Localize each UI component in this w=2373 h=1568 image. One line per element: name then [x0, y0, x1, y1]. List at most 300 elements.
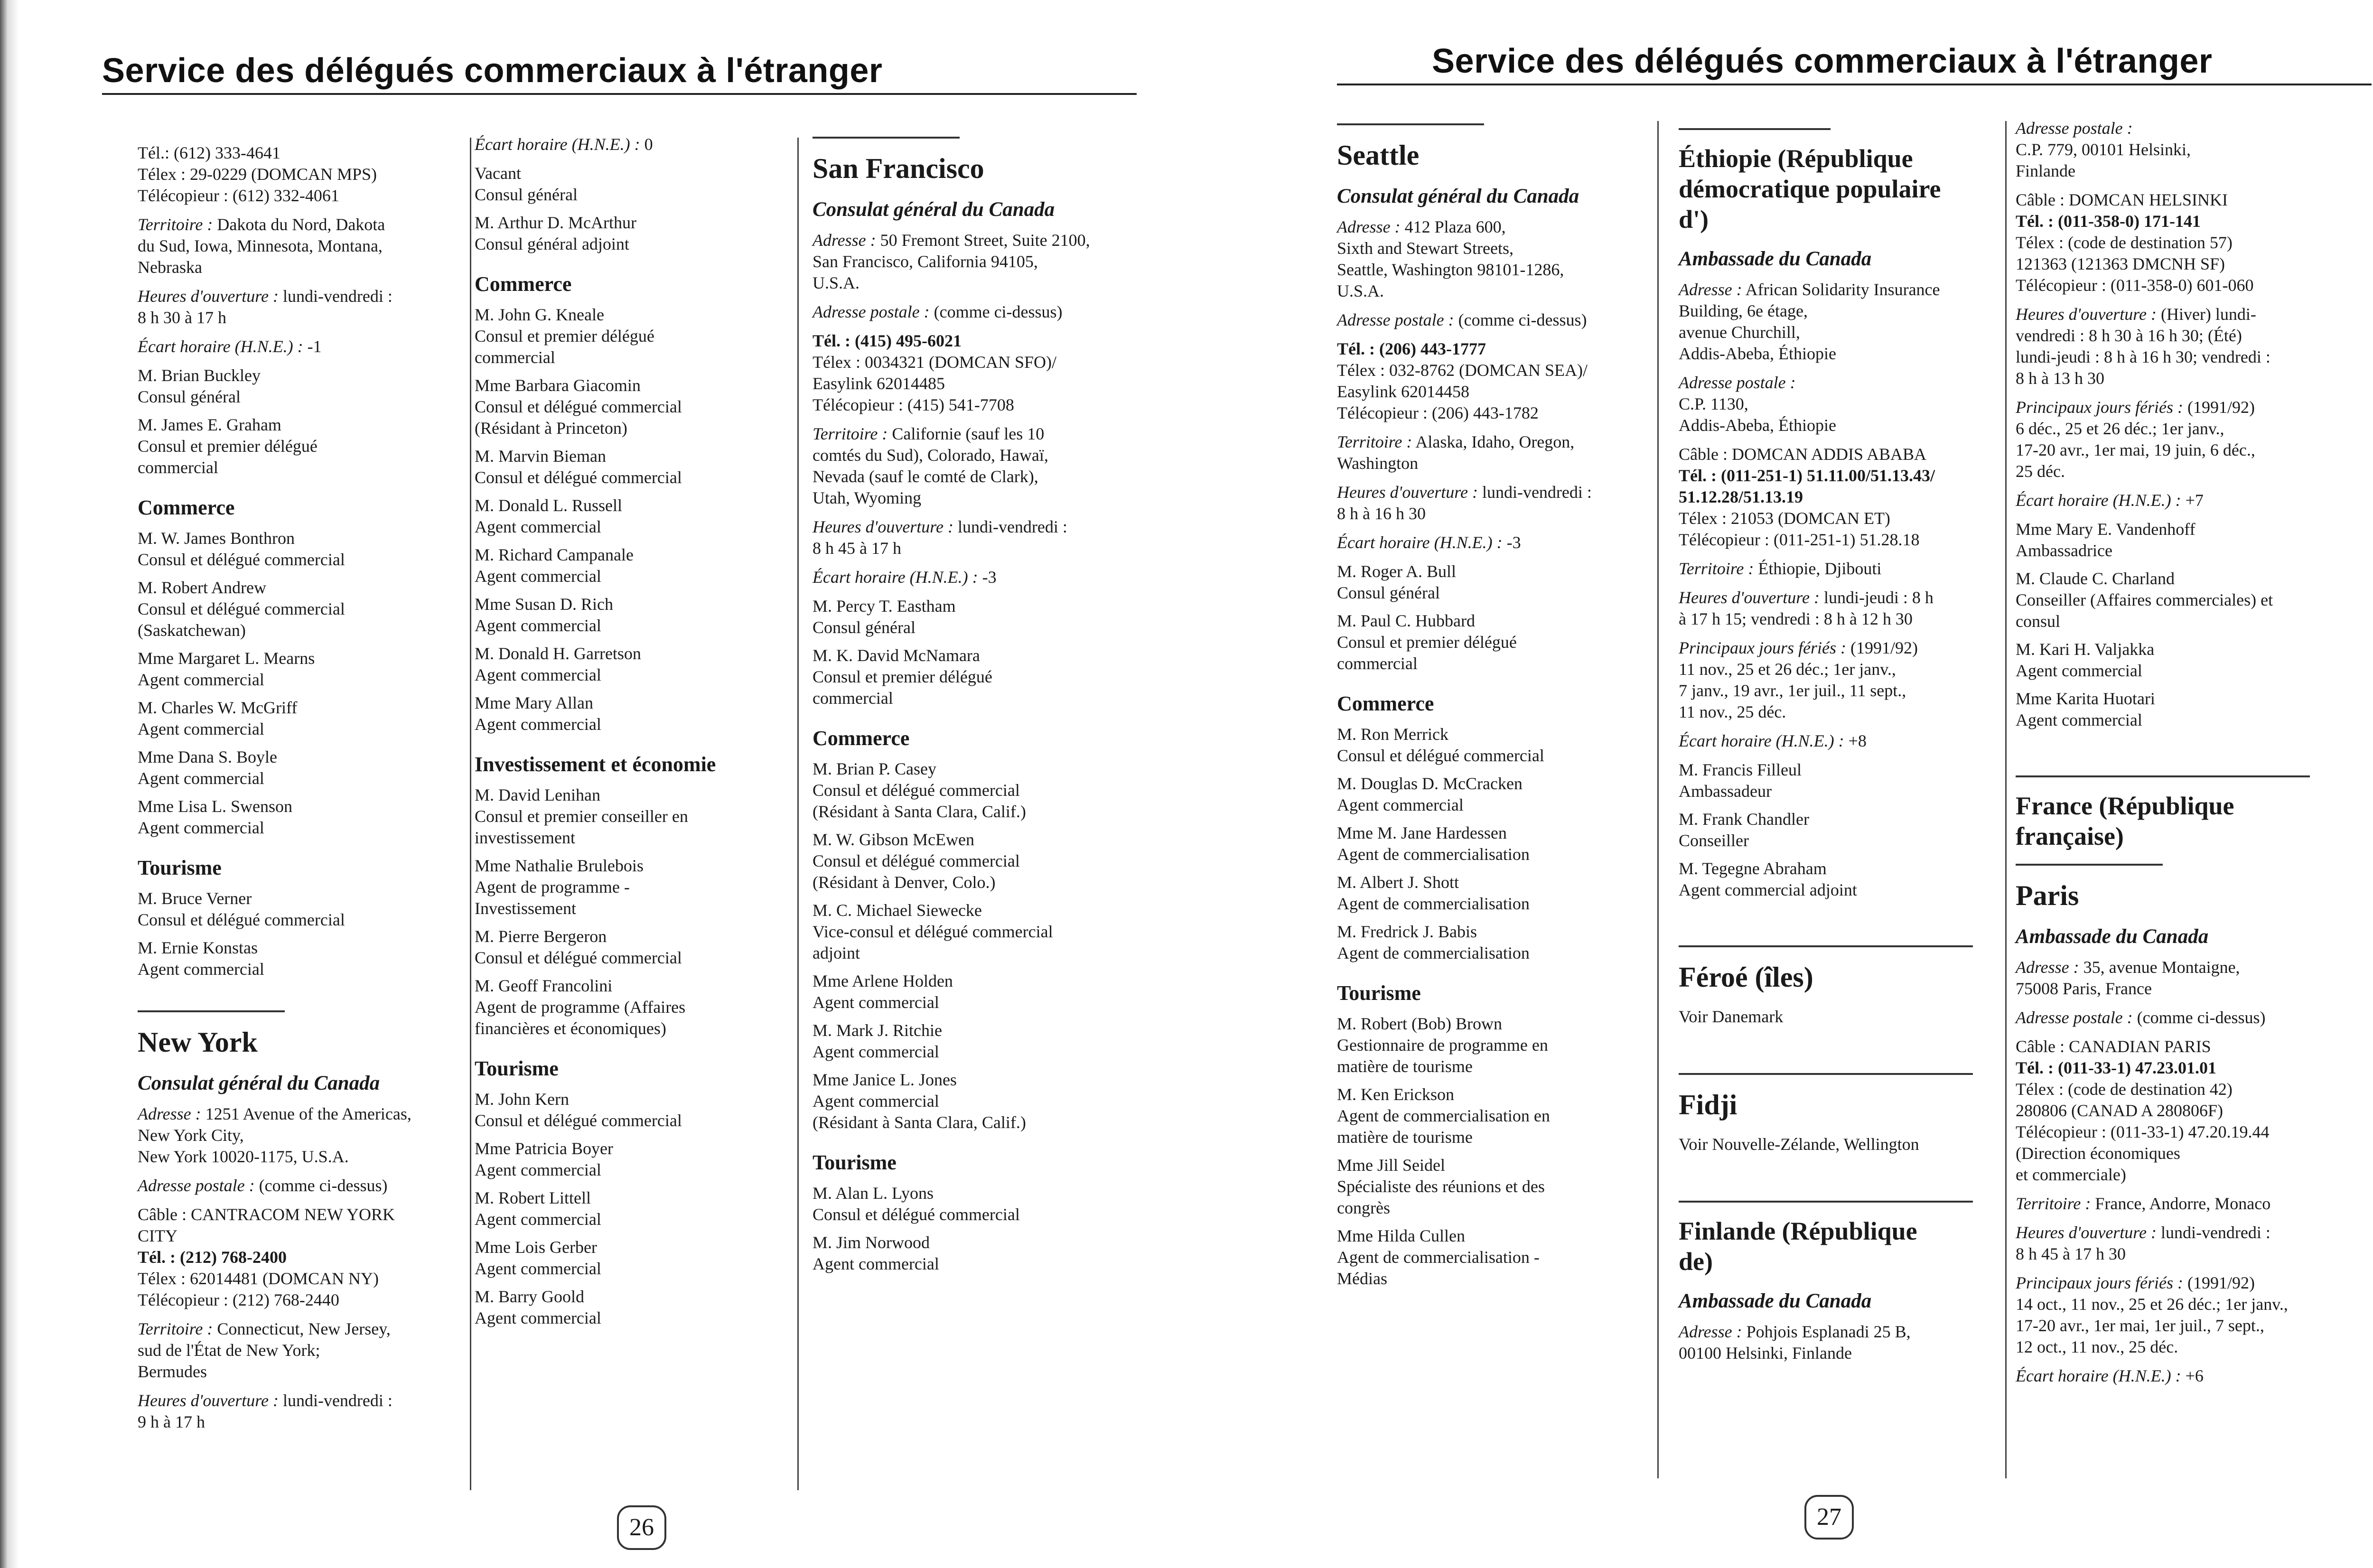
adresse-value: Pohjois Esplanadi 25 B,	[1746, 1322, 1911, 1341]
person-title: Consul et premier délégué	[475, 327, 654, 345]
contact-block	[1337, 338, 1645, 424]
person-title: (Saskatchewan)	[138, 621, 246, 640]
person-name: M. Roger A. Bull	[1337, 562, 1457, 581]
ecart-horaire-label: Écart horaire (H.N.E.) :	[2016, 491, 2181, 510]
person-title: Consul et délégué commercial	[138, 910, 345, 929]
person-title: Gestionnaire de programme en	[1337, 1036, 1548, 1055]
staff-entry	[475, 926, 788, 969]
person-name: Mme Mary E. Vandenhoff	[2016, 520, 2195, 539]
contact-line: Télécopieur : (415) 541-7708	[813, 395, 1014, 414]
staff-entry	[1337, 921, 1645, 964]
person-title: Agent commercial	[138, 769, 264, 788]
territoire-value: Californie (sauf les 10	[892, 424, 1045, 443]
person-title: Consul et délégué commercial	[475, 468, 682, 487]
ecart-horaire-label: Écart horaire (H.N.E.) :	[1337, 533, 1503, 552]
jours-feries-value: 6 déc., 25 et 26 déc.; 1er janv.,	[2016, 419, 2224, 438]
contact-block	[1679, 444, 1982, 551]
staff-entry	[813, 1232, 1154, 1275]
person-title: Agent commercial	[813, 993, 939, 1012]
person-name: Mme Margaret L. Mearns	[138, 649, 315, 668]
person-title: Agent commercial	[813, 1042, 939, 1061]
person-name: M. Ken Erickson	[1337, 1085, 1454, 1104]
staff-entry	[1679, 858, 1982, 901]
contact-line: 280806 (CANAD A 280806F)	[2016, 1101, 2224, 1120]
territoire-line	[1337, 431, 1645, 453]
adresse-line	[138, 1103, 465, 1125]
staff-entry	[813, 971, 1154, 1013]
contact-line: Télécopieur : (011-251-1) 51.28.18	[1679, 530, 1920, 549]
staff-entry	[813, 1020, 1154, 1063]
person-title: Agent commercial	[475, 665, 601, 684]
adresse-postale	[813, 301, 1154, 323]
contact-block	[813, 330, 1154, 416]
staff-entry	[138, 648, 465, 691]
section-rule	[1679, 128, 1831, 130]
adresse-postale-label: Adresse postale :	[2016, 119, 2133, 138]
territoire	[138, 1318, 465, 1382]
person-name: M. Robert Andrew	[138, 578, 266, 597]
right-title-rule	[1337, 84, 2372, 85]
person-name: M. W. James Bonthron	[138, 529, 295, 548]
person-name: Mme Susan D. Rich	[475, 595, 613, 614]
ecart-horaire	[138, 336, 465, 357]
heures-value: 8 h 45 à 17 h	[813, 539, 901, 558]
section-heading-tourisme: Tourisme	[1337, 981, 1421, 1005]
person-title: Agent commercial	[475, 1308, 601, 1327]
adresse-value: New York City,	[138, 1126, 244, 1145]
adresse-postale-value: (comme ci-dessus)	[934, 302, 1063, 321]
adresse-postale	[2016, 118, 2329, 182]
country-heading-fidji: Fidji	[1679, 1089, 1738, 1120]
territoire-value: Bermudes	[138, 1362, 207, 1381]
heures-line	[2016, 1222, 2329, 1243]
country-heading-ethiopie	[1679, 143, 1982, 234]
adresse-value: Seattle, Washington 98101-1286,	[1337, 260, 1564, 279]
heures	[2016, 1222, 2329, 1265]
territoire-line	[1679, 558, 1982, 579]
adresse-value: U.S.A.	[813, 273, 860, 292]
person-title: Consul général adjoint	[475, 234, 629, 253]
person-title: Spécialiste des réunions et des	[1337, 1177, 1545, 1196]
territoire-value: sud de l'État de New York;	[138, 1341, 320, 1360]
telex-line: Télex : 29-0229 (DOMCAN MPS)	[138, 165, 377, 184]
person-name: M. Claude C. Charland	[2016, 569, 2175, 588]
person-title: congrès	[1337, 1198, 1390, 1217]
adresse-postale-label: Adresse postale :	[1337, 310, 1454, 329]
person-title: consul	[2016, 612, 2060, 631]
person-title: Consul général	[813, 618, 916, 637]
staff-entry	[813, 900, 1154, 964]
adresse-postale-line	[813, 301, 1154, 323]
adresse-line	[813, 230, 1154, 251]
person-name: M. Arthur D. McArthur	[475, 213, 636, 232]
ecart-horaire-value: +6	[2185, 1366, 2204, 1385]
person-name: M. Mark J. Ritchie	[813, 1021, 942, 1040]
adresse-postale-value: (comme ci-dessus)	[259, 1176, 388, 1195]
staff-entry	[813, 829, 1154, 893]
fax-line: Télécopieur : (212) 768-2440	[138, 1290, 339, 1309]
ecart-horaire-value: -3	[982, 568, 997, 587]
telex-line: Télex : 62014481 (DOMCAN NY)	[138, 1269, 379, 1288]
cable-line: CITY	[138, 1226, 178, 1245]
section-heading-commerce: Commerce	[475, 272, 572, 296]
adresse-value: 50 Fremont Street, Suite 2100,	[880, 231, 1090, 250]
adresse-postale-value: Addis-Abeba, Éthiopie	[1679, 416, 1836, 435]
person-name: M. John Kern	[475, 1090, 569, 1109]
staff-entry	[813, 645, 1154, 709]
column-6	[2016, 118, 2329, 1394]
territoire-value: Nebraska	[138, 258, 202, 277]
person-name: Mme Jill Seidel	[1337, 1156, 1445, 1175]
person-title: Agent commercial	[813, 1092, 939, 1111]
section-heading-commerce: Commerce	[1337, 692, 1434, 715]
adresse-postale	[1679, 372, 1982, 436]
city-heading-new-york: New York	[138, 1027, 258, 1058]
country-heading-line: France (République	[2016, 792, 2234, 820]
adresse-postale-line	[2016, 1007, 2329, 1028]
person-name: M. Francis Filleul	[1679, 760, 1802, 779]
contact-line: Télex : (code de destination 42)	[2016, 1080, 2233, 1099]
heures	[2016, 304, 2329, 389]
territoire	[813, 423, 1154, 509]
adresse-value: African Solidarity Insurance	[1745, 280, 1940, 299]
jours-feries-label: Principaux jours fériés :	[1679, 638, 1846, 657]
territoire-value: Connecticut, New Jersey,	[217, 1319, 391, 1338]
person-title: (Résidant à Denver, Colo.)	[813, 873, 996, 892]
left-title-rule	[102, 93, 1137, 95]
staff-entry	[475, 1237, 788, 1279]
staff-entry	[475, 594, 788, 636]
staff-entry	[475, 692, 788, 735]
person-name: M. Percy T. Eastham	[813, 597, 956, 616]
person-name: M. Robert Littell	[475, 1188, 591, 1207]
phone-line: Tél.: (612) 333-4641	[138, 143, 280, 162]
adresse	[1337, 216, 1645, 302]
territoire-line	[138, 214, 465, 235]
person-title: commercial	[1337, 654, 1418, 673]
person-name: M. Ron Merrick	[1337, 725, 1448, 744]
section-heading-tourisme: Tourisme	[475, 1057, 559, 1080]
territoire-value: Éthiopie, Djibouti	[1758, 559, 1882, 578]
staff-entry	[138, 528, 465, 570]
person-title: Médias	[1337, 1269, 1387, 1288]
heures-value: (Hiver) lundi-	[2160, 305, 2256, 324]
person-name: Mme Lisa L. Swenson	[138, 797, 292, 816]
section-heading-commerce: Commerce	[138, 496, 235, 519]
person-name: M. John G. Kneale	[475, 305, 604, 324]
person-title: Consul et premier délégué	[1337, 633, 1517, 652]
person-title: Agent de programme (Affaires	[475, 998, 686, 1017]
right-page-title: Service des délégués commerciaux à l'étranger	[1432, 42, 2213, 80]
ecart-horaire-value: +8	[1848, 731, 1867, 750]
territoire-line	[2016, 1193, 2329, 1214]
adresse-line	[1679, 279, 1982, 300]
contact-line: Télécopieur : (206) 443-1782	[1337, 403, 1539, 422]
person-title: Consul et délégué commercial	[475, 948, 682, 967]
person-title: (Résidant à Santa Clara, Calif.)	[813, 1113, 1026, 1132]
adresse-value: 35, avenue Montaigne,	[2083, 958, 2240, 977]
staff-entry	[813, 1069, 1154, 1133]
person-title: Agent de commercialisation	[1337, 943, 1530, 962]
territoire-line	[138, 1318, 465, 1340]
jours-feries-label: Principaux jours fériés :	[2016, 1273, 2183, 1292]
heures-line	[2016, 304, 2329, 325]
cable-line: Câble : DOMCAN HELSINKI	[2016, 190, 2228, 209]
consulat-heading: Consulat général du Canada	[138, 1072, 380, 1094]
person-title: Agent commercial adjoint	[1679, 880, 1857, 899]
adresse	[813, 230, 1154, 294]
staff-entry	[138, 697, 465, 740]
person-title: Agent commercial	[813, 1254, 939, 1273]
left-page-title: Service des délégués commerciaux à l'étranger	[102, 52, 883, 90]
heures-value: 8 h à 16 h 30	[1337, 504, 1426, 523]
country-heading-feroe: Féroé (îles)	[1679, 961, 1813, 993]
adresse-postale-line	[1337, 309, 1645, 331]
person-title: Agent commercial	[475, 1210, 601, 1229]
person-title: Agent commercial	[475, 567, 601, 586]
consulat-heading: Consulat général du Canada	[1337, 185, 1579, 207]
heures-value: lundi-vendredi :	[2160, 1223, 2270, 1242]
person-name: M. Marvin Bieman	[475, 447, 606, 466]
heures-label: Heures d'ouverture :	[2016, 305, 2157, 324]
heures-line	[813, 516, 1154, 538]
jours-feries-value: 17-20 avr., 1er mai, 19 juin, 6 déc.,	[2016, 440, 2255, 459]
phone-line: 51.12.28/51.13.19	[1679, 487, 1803, 506]
staff-entry	[1679, 759, 1982, 802]
right-page	[1214, 0, 2373, 1568]
adresse-line	[1337, 216, 1645, 238]
ambassade-heading: Ambassade du Canada	[1679, 248, 1872, 270]
page-number-right: 27	[1804, 1495, 1854, 1540]
staff-entry	[475, 1187, 788, 1230]
person-title: Agent commercial	[2016, 661, 2142, 680]
column-divider	[470, 138, 471, 1490]
column-1	[138, 142, 465, 1440]
territoire-value: Utah, Wyoming	[813, 488, 922, 507]
person-name: Mme Lois Gerber	[475, 1238, 597, 1257]
staff-entry	[475, 495, 788, 538]
adresse-postale	[1337, 309, 1645, 331]
staff-entry	[1337, 561, 1645, 604]
cable-line: Câble : DOMCAN ADDIS ABABA	[1679, 445, 1927, 464]
ambassade-heading: Ambassade du Canada	[1679, 1290, 1872, 1312]
staff-entry	[475, 643, 788, 686]
person-title: matière de tourisme	[1337, 1057, 1473, 1076]
person-title: Consul et délégué commercial	[813, 781, 1020, 800]
phone-line: Tél. : (011-33-1) 47.23.01.01	[2016, 1058, 2216, 1077]
staff-entry	[2016, 519, 2329, 561]
person-title: matière de tourisme	[1337, 1128, 1473, 1147]
staff-entry	[2016, 639, 2329, 681]
see-also-text: Voir Danemark	[1679, 1007, 1784, 1026]
person-title: Consul général	[138, 387, 241, 406]
adresse-postale-line	[138, 1175, 465, 1196]
person-name: Mme Karita Huotari	[2016, 689, 2155, 708]
heures-value: lundi-vendredi :	[957, 517, 1067, 536]
contact-block	[138, 1204, 465, 1311]
person-title: Consul et délégué commercial	[138, 550, 345, 569]
cable-line: Câble : CANTRACOM NEW YORK	[138, 1205, 395, 1224]
column-5	[1679, 123, 1982, 1372]
adresse-value: San Francisco, California 94105,	[813, 252, 1038, 271]
contact-line: 121363 (121363 DMCNH SF)	[2016, 254, 2225, 273]
section-rule	[1337, 123, 1484, 125]
adresse-value: Building, 6e étage,	[1679, 301, 1808, 320]
adresse-value: 1251 Avenue of the Americas,	[205, 1104, 411, 1123]
staff-entry	[138, 365, 465, 408]
phone-line: Tél. : (212) 768-2400	[138, 1248, 287, 1267]
jours-feries-line	[2016, 1272, 2329, 1294]
page-number-left: 26	[617, 1505, 666, 1550]
adresse-postale-value: (comme ci-dessus)	[1458, 310, 1587, 329]
staff-entry	[1337, 724, 1645, 766]
jours-feries-label: Principaux jours fériés :	[2016, 398, 2183, 417]
staff-entry	[475, 212, 788, 255]
territoire-label: Territoire :	[813, 424, 888, 443]
person-name: Mme M. Jane Hardessen	[1337, 823, 1507, 842]
jours-feries	[2016, 397, 2329, 482]
adresse-value: Addis-Abeba, Éthiopie	[1679, 344, 1836, 363]
heures-line	[138, 286, 465, 307]
adresse-postale-value: C.P. 1130,	[1679, 394, 1748, 413]
person-name: M. James E. Graham	[138, 415, 281, 434]
person-name: M. Charles W. McGriff	[138, 698, 298, 717]
heures-label: Heures d'ouverture :	[2016, 1223, 2157, 1242]
person-title: Consul et délégué commercial	[1337, 746, 1544, 765]
country-heading-line: Éthiopie (République	[1679, 144, 1913, 173]
territoire-label: Territoire :	[138, 215, 213, 234]
adresse-label: Adresse :	[1337, 217, 1401, 236]
person-title: Investissement	[475, 899, 576, 918]
person-title: Conseiller	[1679, 831, 1749, 850]
adresse-value: New York 10020-1175, U.S.A.	[138, 1147, 349, 1166]
adresse	[1679, 279, 1982, 364]
country-heading-line: française)	[2016, 822, 2124, 850]
section-heading-tourisme: Tourisme	[813, 1151, 897, 1174]
jours-feries	[2016, 1272, 2329, 1358]
person-name: M. Brian P. Casey	[813, 759, 936, 778]
section-heading-commerce: Commerce	[813, 727, 910, 750]
contact-line: (Direction économiques	[2016, 1144, 2180, 1163]
adresse-line	[1679, 1321, 1982, 1343]
contact-line: Télécopieur : (011-33-1) 47.20.19.44	[2016, 1122, 2270, 1141]
adresse-value: avenue Churchill,	[1679, 323, 1800, 342]
person-name: M. Donald H. Garretson	[475, 644, 641, 663]
staff-entry	[138, 796, 465, 839]
ambassade-heading: Ambassade du Canada	[2016, 925, 2209, 948]
person-name: Mme Nathalie Brulebois	[475, 856, 644, 875]
country-heading-line: démocratique populaire	[1679, 175, 1941, 203]
section-heading-investissement: Investissement et économie	[475, 753, 716, 776]
adresse-label: Adresse :	[1679, 1322, 1742, 1341]
heures-value: vendredi : 8 h 30 à 16 h 30; (Été)	[2016, 326, 2242, 345]
person-name: Mme Dana S. Boyle	[138, 747, 277, 766]
ecart-horaire-line	[2016, 1365, 2329, 1387]
staff-entry	[475, 446, 788, 488]
person-title: Agent commercial	[138, 719, 264, 738]
adresse-label: Adresse :	[138, 1104, 201, 1123]
heures-label: Heures d'ouverture :	[138, 287, 279, 306]
person-name: M. Donald L. Russell	[475, 496, 622, 515]
person-title: Agent de commercialisation	[1337, 894, 1530, 913]
staff-entry	[1337, 1225, 1645, 1289]
heures-value: 8 h à 13 h 30	[2016, 369, 2104, 388]
ecart-horaire-value: -3	[1506, 533, 1521, 552]
phone-line: Tél. : (206) 443-1777	[1337, 339, 1486, 358]
contact-block	[2016, 189, 2329, 296]
staff-entry	[813, 758, 1154, 822]
ecart-horaire-line	[138, 336, 465, 357]
territoire-label: Territoire :	[1337, 432, 1412, 451]
person-title: adjoint	[813, 943, 860, 962]
ecart-horaire-label: Écart horaire (H.N.E.) :	[2016, 1366, 2181, 1385]
staff-entry	[138, 888, 465, 931]
person-title: Agent commercial	[475, 517, 601, 536]
person-title: Agent commercial	[138, 670, 264, 689]
territoire	[1337, 431, 1645, 474]
territoire-value: Dakota du Nord, Dakota	[217, 215, 385, 234]
ecart-horaire	[2016, 490, 2329, 511]
book-spine-shadow	[0, 0, 19, 1568]
jours-feries-value: (1991/92)	[1850, 638, 1918, 657]
heures	[138, 286, 465, 328]
ecart-horaire-label: Écart horaire (H.N.E.) :	[475, 135, 640, 154]
adresse-value: Sixth and Stewart Streets,	[1337, 239, 1513, 258]
jours-feries-value: 25 déc.	[2016, 462, 2065, 481]
jours-feries-value: 17-20 avr., 1er mai, 1er juil., 7 sept.,	[2016, 1316, 2264, 1335]
adresse-value: U.S.A.	[1337, 281, 1384, 300]
territoire-label: Territoire :	[2016, 1194, 2091, 1213]
adresse-postale	[2016, 1007, 2329, 1028]
heures-line	[138, 1390, 465, 1411]
adresse-postale-label: Adresse postale :	[813, 302, 930, 321]
city-heading-san-francisco: San Francisco	[813, 153, 984, 184]
person-name: M. Tegegne Abraham	[1679, 859, 1827, 878]
person-name: M. Alan L. Lyons	[813, 1184, 934, 1203]
person-name: M. Douglas D. McCracken	[1337, 774, 1523, 793]
adresse-postale-value: (comme ci-dessus)	[2137, 1008, 2266, 1027]
person-title: Agent commercial	[138, 960, 264, 979]
ecart-horaire	[475, 134, 788, 155]
person-title: commercial	[813, 689, 893, 708]
staff-entry	[138, 577, 465, 641]
territoire-value: France, Andorre, Monaco	[2095, 1194, 2271, 1213]
jours-feries-line	[1679, 637, 1982, 659]
contact-block	[2016, 1036, 2329, 1185]
ecart-horaire-label: Écart horaire (H.N.E.) :	[813, 568, 978, 587]
person-title: Ambassadeur	[1679, 782, 1772, 801]
person-name: Mme Janice L. Jones	[813, 1070, 957, 1089]
section-rule	[1679, 1201, 1973, 1203]
person-name: M. Barry Goold	[475, 1287, 584, 1306]
staff-entry	[138, 414, 465, 478]
contact-line: Télex : 21053 (DOMCAN ET)	[1679, 509, 1890, 528]
section-heading-tourisme: Tourisme	[138, 856, 222, 879]
jours-feries-value: 14 oct., 11 nov., 25 et 26 déc.; 1er janv.,	[2016, 1295, 2288, 1314]
person-name: Mme Mary Allan	[475, 693, 593, 712]
column-2	[475, 134, 788, 1335]
person-title: Agent commercial	[475, 1259, 601, 1278]
person-name: Mme Barbara Giacomin	[475, 376, 641, 395]
person-name: M. Frank Chandler	[1679, 810, 1809, 829]
section-rule	[813, 137, 960, 139]
ecart-horaire-value: -1	[307, 337, 322, 356]
ecart-horaire-label: Écart horaire (H.N.E.) :	[1679, 731, 1844, 750]
section-rule	[1679, 945, 1973, 947]
staff-entry	[1337, 1155, 1645, 1219]
staff-entry	[1337, 822, 1645, 865]
consulat-heading: Consulat général du Canada	[813, 198, 1055, 221]
